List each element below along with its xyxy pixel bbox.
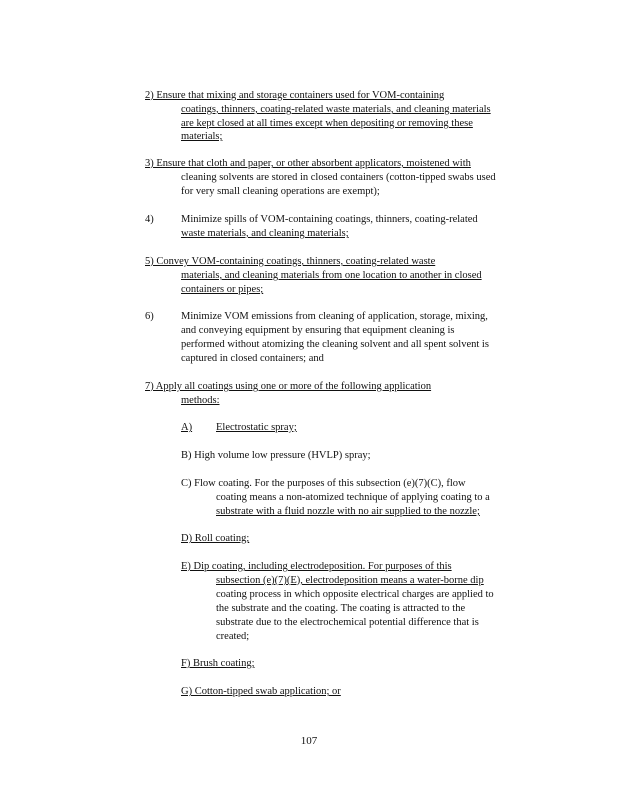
sub-e-line-2: subsection (e)(7)(E), electrodeposition means a water-borne dip: [216, 575, 484, 586]
item-5-line-3: containers or pipes;: [181, 284, 264, 295]
item-6-number: 6): [145, 311, 154, 322]
item-7-line-1: 7) Apply all coatings using one or more of the following application: [145, 381, 432, 392]
item-3-line-1: 3) Ensure that cloth and paper, or other absorbent applicators, moistened with: [145, 158, 471, 169]
item-2-line-2: coatings, thinners, coating-related waste materials, and cleaning materials: [181, 104, 491, 115]
item-4-number: 4): [145, 214, 154, 225]
item-5-line-2: materials, and cleaning materials from one location to another in closed: [181, 270, 482, 281]
sub-a-number: A): [181, 422, 193, 433]
item-4-line-2: waste materials, and cleaning materials;: [181, 228, 349, 239]
item-3-line-3: for very small cleaning operations are exempt);: [181, 186, 380, 197]
item-6-line-2: and conveying equipment by ensuring that equipment cleaning is: [181, 325, 455, 336]
item-3-line-2: cleaning solvents are stored in closed containers (cotton-tipped swabs used: [181, 172, 496, 183]
sub-e-line-6: created;: [216, 631, 250, 642]
item-6-line-1: Minimize VOM emissions from cleaning of application, storage, mixing,: [181, 311, 488, 322]
item-5-line-1: 5) Convey VOM-containing coatings, thinners, coating-related waste: [145, 256, 436, 267]
sub-c-line-1: C) Flow coating. For the purposes of this subsection (e)(7)(C), flow: [181, 478, 466, 489]
sub-b-text: B) High volume low pressure (HVLP) spray;: [181, 450, 371, 461]
item-6-line-4: captured in closed containers; and: [181, 353, 324, 364]
item-4-line-1: Minimize spills of VOM-containing coatings, thinners, coating-related: [181, 214, 478, 225]
sub-a-text: Electrostatic spray;: [216, 422, 297, 433]
item-2-line-1: 2) Ensure that mixing and storage containers used for VOM-containing: [145, 90, 445, 101]
item-6-line-3: performed without atomizing the cleaning solvent and all spent solvent is: [181, 339, 489, 350]
item-2-line-3: are kept closed at all times except when depositing or removing these: [181, 118, 473, 129]
sub-f-text: F) Brush coating;: [181, 658, 255, 669]
sub-e-line-4: the substrate and the coating. The coating is attracted to the: [216, 603, 466, 614]
sub-e-line-3: coating process in which opposite electrical charges are applied to: [216, 589, 494, 600]
item-2-line-4: materials;: [181, 131, 223, 142]
sub-d-text: D) Roll coating;: [181, 533, 250, 544]
sub-g-text: G) Cotton-tipped swab application; or: [181, 686, 341, 697]
sub-e-line-5: substrate due to the electrochemical potential difference that is: [216, 617, 479, 628]
sub-e-line-1: E) Dip coating, including electrodeposition. For purposes of this: [181, 561, 452, 572]
sub-c-line-2: coating means a non-atomized technique of applying coating to a: [216, 492, 490, 503]
item-7-line-2: methods:: [181, 395, 220, 406]
sub-c-line-3: substrate with a fluid nozzle with no air supplied to the nozzle;: [216, 506, 480, 517]
page-number: 107: [300, 735, 318, 747]
